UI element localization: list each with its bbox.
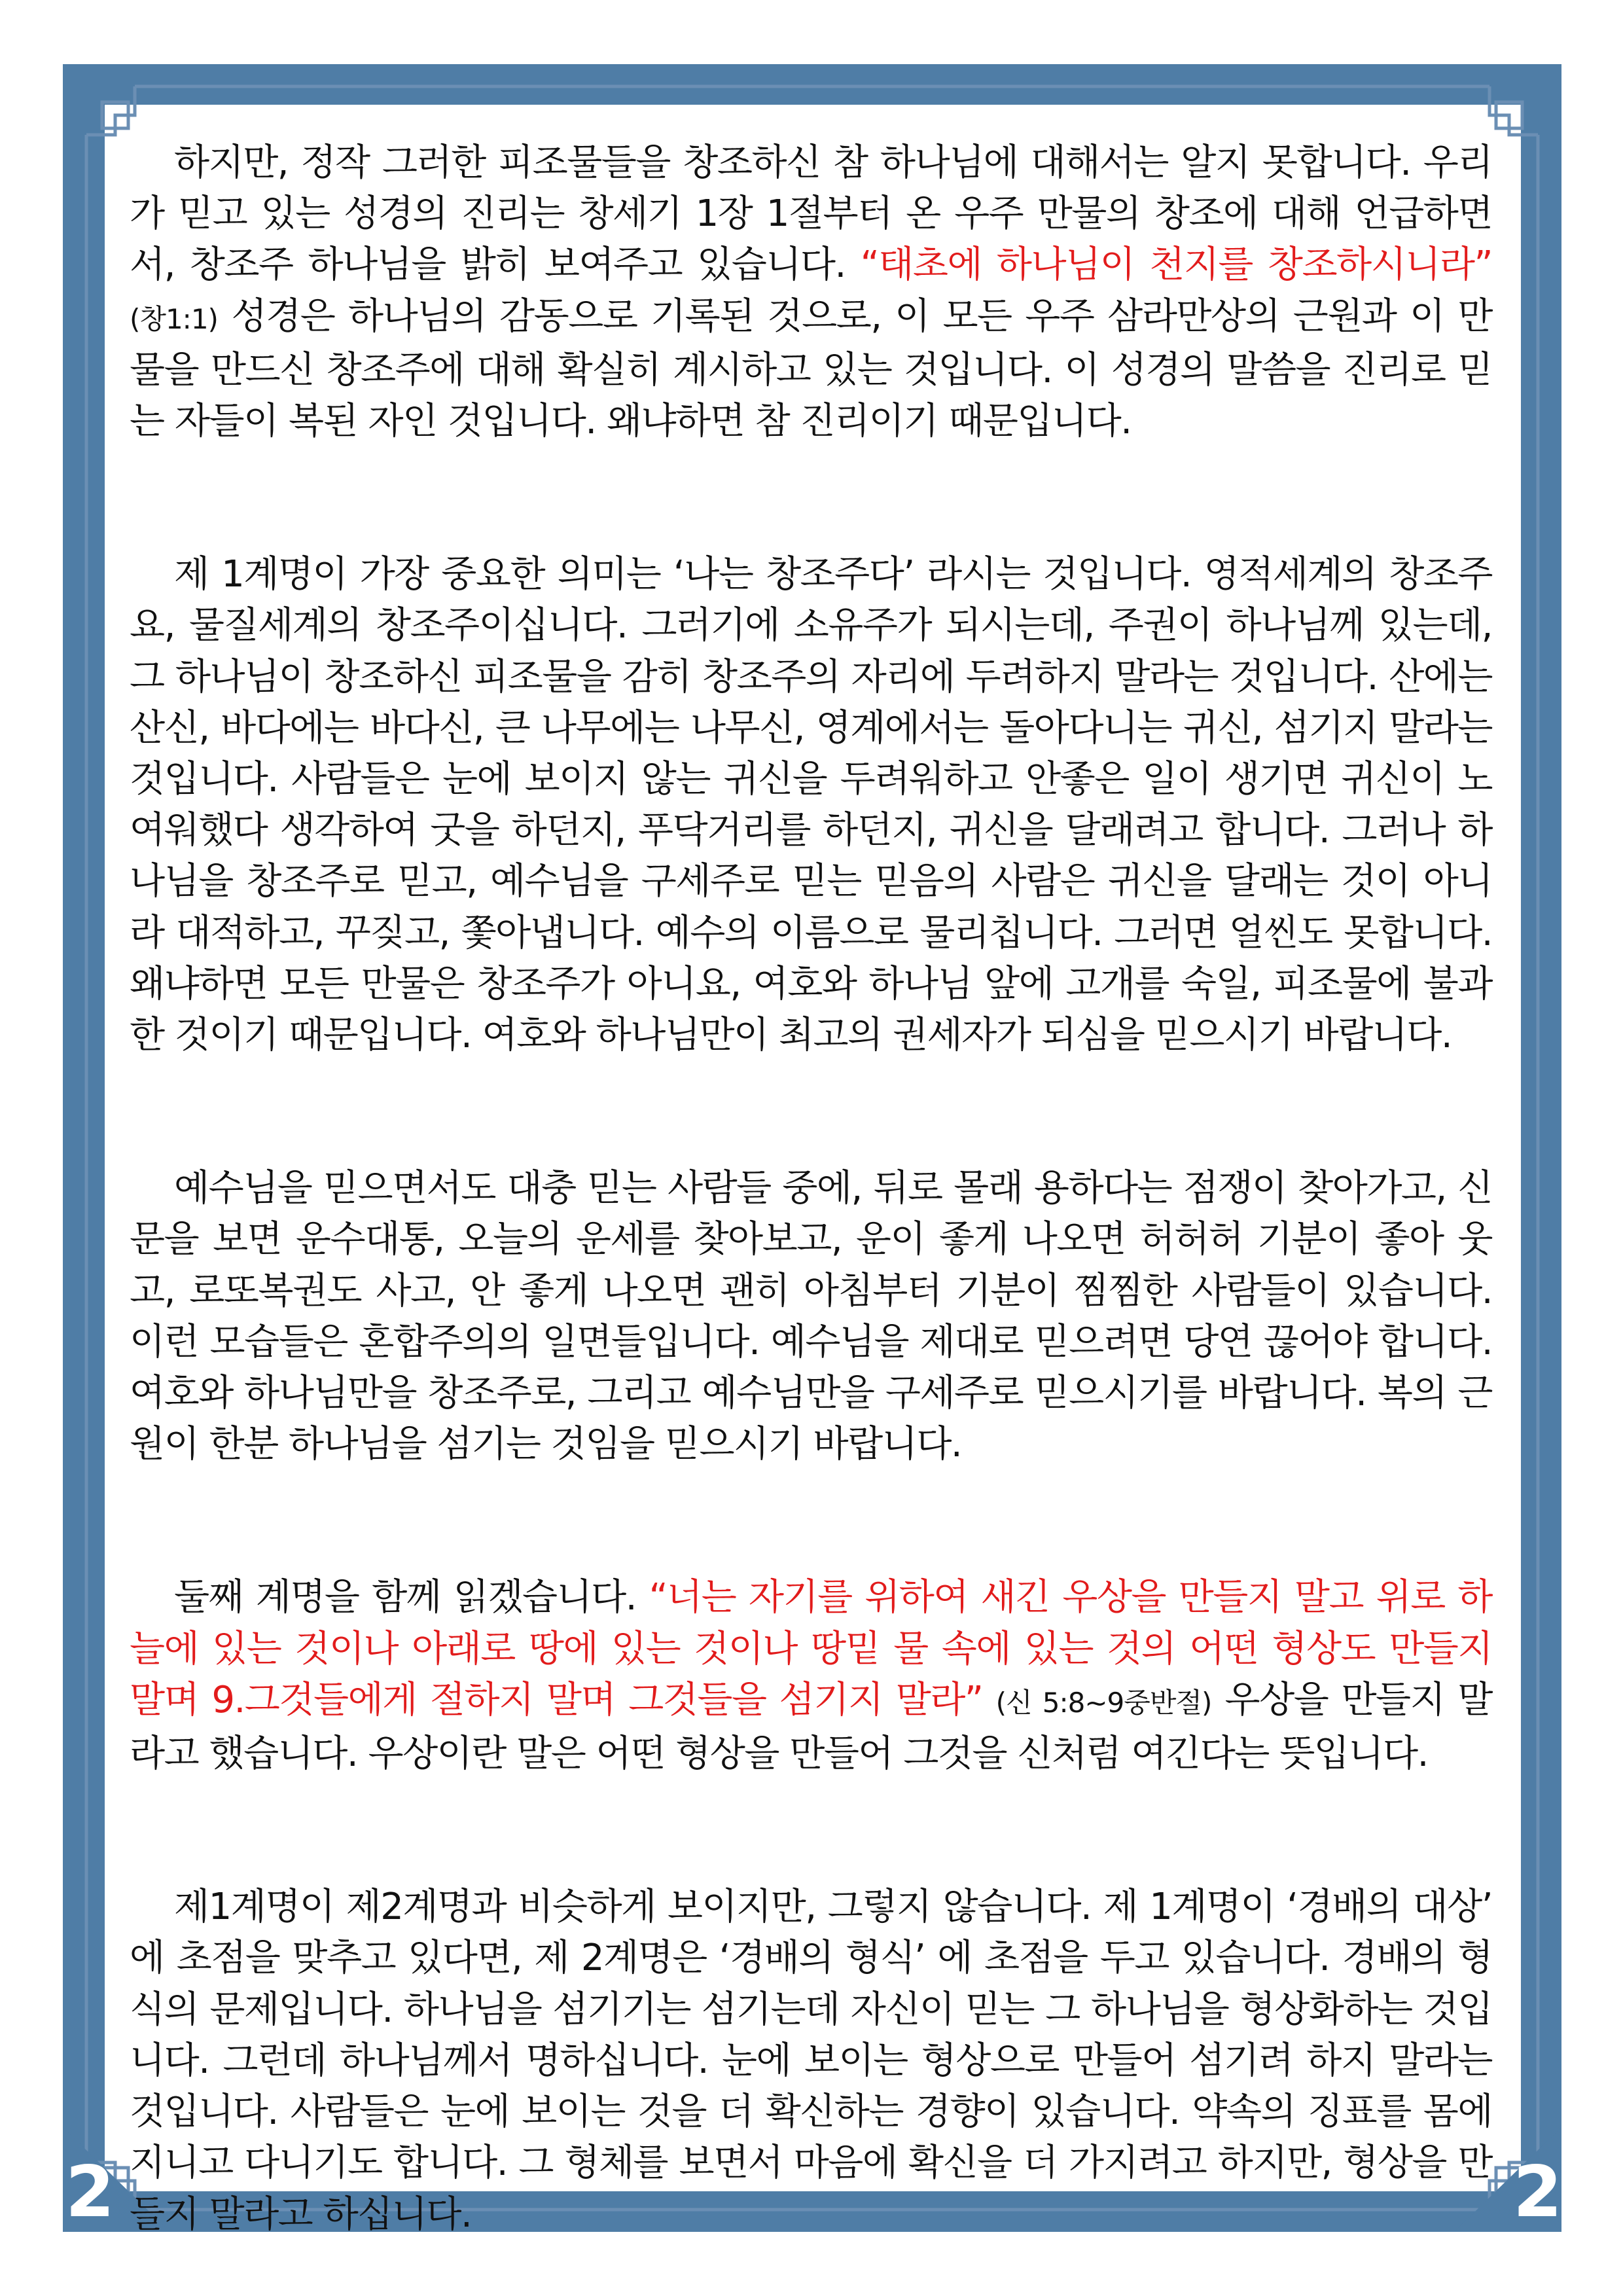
paragraph-text bbox=[982, 1679, 995, 1721]
paragraph-text: 하지만, 정작 그러한 피조물들을 창조하신 참 하나님에 대해서는 알지 못합니다. 우리가 믿고 있는 성경의 진리는 창세기 1장 1절부터 온 우주 만물의 창조에 대해 언급하면서, 창조주 하나님을 밝히 보여주고 있습니다. bbox=[130, 141, 1492, 287]
sermon-text bbox=[130, 137, 1492, 2240]
page-number-right: 2 bbox=[1513, 2151, 1563, 2233]
paragraph-text: 예수님을 믿으면서도 대충 믿는 사람들 중에, 뒤로 몰래 용하다는 점쟁이 찾아가고, 신문을 보면 운수대통, 오늘의 운세를 찾아보고, 운이 좋게 나오면 허허허 기분이 좋아 웃고, 로또복권도 사고, 안 좋게 나오면 괜히 아침부터 기분이 찜찜한 사람들이 있습니다. 이런 모습들은 혼합주의의 일면들입니다. 예수님을 제대로 믿으려면 당연 끊어야 합니다. 여호와 하나님만을 창조주로, 그리고 예수님만을 구세주로 믿으시기를 바랍니다. 복의 근원이 한분 하나님을 섬기는 것임을 믿으시기 바랍니다. bbox=[130, 1167, 1492, 1466]
paragraph-5 bbox=[130, 1882, 1492, 2240]
paragraph-1 bbox=[130, 137, 1492, 447]
paragraph-4 bbox=[130, 1572, 1492, 1780]
scripture-reference: (창1:1) bbox=[130, 302, 218, 335]
scripture-quote: “너는 자기를 위하여 새긴 우상을 만들지 말고 위로 하늘에 있는 것이나 아래로 땅에 있는 것이나 땅밑 물 속에 있는 것의 어떤 형상도 만들지 말며 9.그것들에게 절하지 말며 그것들을 섬기지 말라” bbox=[130, 1576, 1492, 1721]
paragraph-text: 우상을 만들지 말라고 했습니다. 우상이란 말은 어떤 형상을 만들어 그것을 신처럼 여긴다는 뜻입니다. bbox=[130, 1678, 1493, 1776]
scripture-quote: “태초에 하나님이 천지를 창조하시니라” bbox=[860, 243, 1492, 287]
paragraph-text: 제 1계명이 가장 중요한 의미는 ‘나는 창조주다’ 라시는 것입니다. 영적세계의 창조주요, 물질세계의 창조주이십니다. 그러기에 소유주가 되시는데, 주권이 하나님께 있는데, 그 하나님이 창조하신 피조물을 감히 창조주의 자리에 두려하지 말라는 것입니다. 산에는 산신, 바다에는 바다신, 큰 나무에는 나무신, 영계에서는 돌아다니는 귀신, 섬기지 말라는 것입니다. 사람들은 눈에 보이지 않는 귀신을 두려워하고 안좋은 일이 생기면 귀신이 노여워했다 생각하여 굿을 하던지, 푸닥거리를 하던지, 귀신을 달래려고 합니다. 그러나 하나님을 창조주로 믿고, 예수님을 구세주로 믿는 믿음의 사람은 귀신을 달래는 것이 아니라 대적하고, 꾸짖고, 쫓아냅니다. 예수의 이름으로 물리칩니다. 그러면 얼씬도 못합니다. 왜냐하면 모든 만물은 창조주가 아니요, 여호와 하나님 앞에 고개를 숙일, 피조물에 불과한 것이기 때문입니다. 여호와 하나님만이 최고의 권세자가 되심을 믿으시기 바랍니다. bbox=[130, 553, 1492, 1057]
paragraph-text: 둘째 계명을 함께 읽겠습니다. bbox=[174, 1576, 649, 1619]
page-number-left: 2 bbox=[65, 2151, 115, 2233]
paragraph-text: 제1계명이 제2계명과 비슷하게 보이지만, 그렇지 않습니다. 제 1계명이 ‘경배의 대상’ 에 초점을 맞추고 있다면, 제 2계명은 ‘경배의 형식’ 에 초점을 두고 있습니다. 경배의 형식의 문제입니다. 하나님을 섬기기는 섬기는데 자신이 믿는 그 하나님을 형상화하는 것입니다. 그런데 하나님께서 명하십니다. 눈에 보이는 형상으로 만들어 섬기려 하지 말라는 것입니다. 사람들은 눈에 보이는 것을 더 확신하는 경향이 있습니다. 약속의 징표를 몸에 지니고 다니기도 합니다. 그 형체를 보면서 마음에 확신을 더 가지려고 하지만, 형상을 만들지 말라고 하십니다. bbox=[130, 1886, 1492, 2236]
paragraph-2 bbox=[130, 549, 1492, 1061]
paragraph-text: 성경은 하나님의 감동으로 기록된 것으로, 이 모든 우주 삼라만상의 근원과 이 만물을 만드신 창조주에 대해 확실히 계시하고 있는 것입니다. 이 성경의 말씀을 진리로 믿는 자들이 복된 자인 것입니다. 왜냐하면 참 진리이기 때문입니다. bbox=[130, 295, 1492, 443]
paragraph-3 bbox=[130, 1163, 1492, 1470]
scripture-reference: (신 5:8~9중반절) bbox=[995, 1686, 1212, 1719]
